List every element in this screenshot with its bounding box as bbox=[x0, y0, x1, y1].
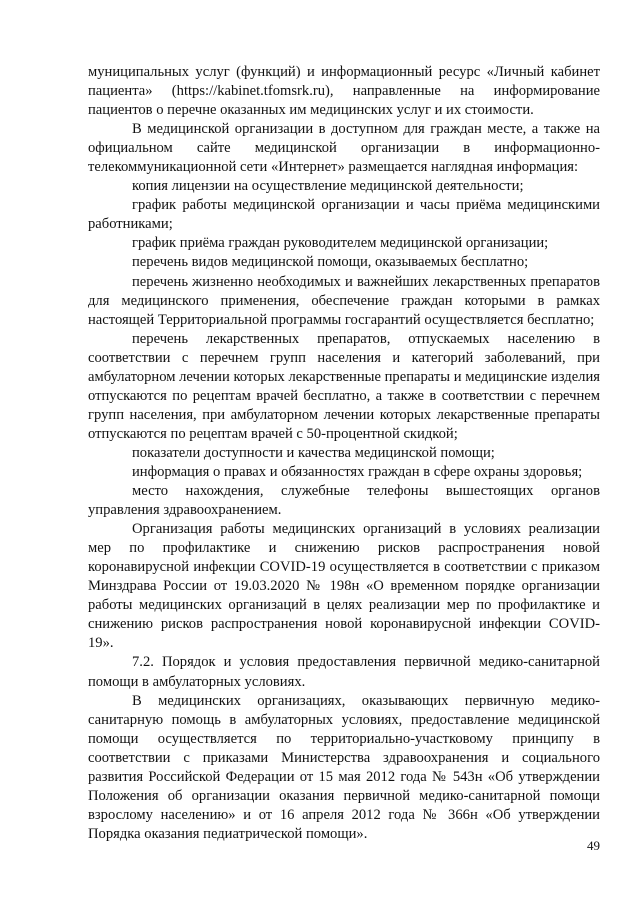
list-item: график работы медицинской организации и часы приёма медицинскими работниками; bbox=[88, 197, 600, 233]
paragraph: муниципальных услуг (функций) и информационный ресурс «Личный кабинет пациента» (https://kabinet.tfomsrk.ru), направленные на информирование пациентов о перечне оказанных им медицинских услуг и их стоимости. bbox=[88, 64, 600, 119]
list-item: перечень видов медицинской помощи, оказываемых бесплатно; bbox=[132, 254, 529, 271]
list-item: место нахождения, служебные телефоны вышестоящих органов управления здравоохранением. bbox=[88, 483, 600, 519]
list-item: перечень жизненно необходимых и важнейших лекарственных препаратов для медицинского применения, обеспечение граждан которыми в рамках настоящей Территориальной программы госгарантий осуществляется бесплатно; bbox=[88, 273, 600, 328]
paragraph: Организация работы медицинских организаций в условиях реализации мер по профилактике и снижению рисков распространения новой коронавирусной инфекции COVID-19 осуществляется в соответствии с приказом Минздрава России от 19.03.2020 № 198н «О временном порядке организации работы медицинских организаций в целях реализации мер по профилактике и снижению рисков распространения новой коронавирусной инфекции COVID-19». bbox=[88, 521, 600, 652]
paragraph: В медицинской организации в доступном для граждан месте, а также на официальном сайте медицинской организации в информационно-телекоммуникационной сети «Интернет» размещается наглядная информация: bbox=[88, 121, 600, 176]
list-item: копия лицензии на осуществление медицинской деятельности; bbox=[132, 178, 524, 195]
document-body bbox=[88, 63, 600, 844]
section-heading: 7.2. Порядок и условия предоставления первичной медико-санитарной помощи в амбулаторных условиях. bbox=[88, 654, 600, 690]
list-item: показатели доступности и качества медицинской помощи; bbox=[132, 444, 495, 461]
list-item: график приёма граждан руководителем медицинской организации; bbox=[132, 235, 549, 252]
page-number: 49 bbox=[587, 838, 600, 853]
list-item: перечень лекарственных препаратов, отпускаемых населению в соответствии с перечнем групп населения и категорий заболеваний, при амбулаторном лечении которых лекарственные препараты и медицинские изделия отпускаются по рецептам врачей бесплатно, а также в соответствии с перечнем групп населения, при амбулаторном лечении которых лекарственные препараты отпускаются по рецептам врачей с 50-процентной скидкой; bbox=[88, 330, 600, 442]
list-item: информация о правах и обязанностях граждан в сфере охраны здоровья; bbox=[132, 463, 583, 480]
paragraph: В медицинских организациях, оказывающих первичную медико-санитарную помощь в амбулаторных условиях, предоставление медицинской помощи осуществляется по территориально-участковому принципу в соответствии с приказами Министерства здравоохранения и социального развития Российской Федерации от 15 мая 2012 года № 543н «Об утверждении Положения об организации оказания первичной медико-санитарной помощи взрослому населению» и от 16 апреля 2012 года № 366н «Об утверждении Порядка оказания педиатрической помощи». bbox=[88, 692, 600, 842]
